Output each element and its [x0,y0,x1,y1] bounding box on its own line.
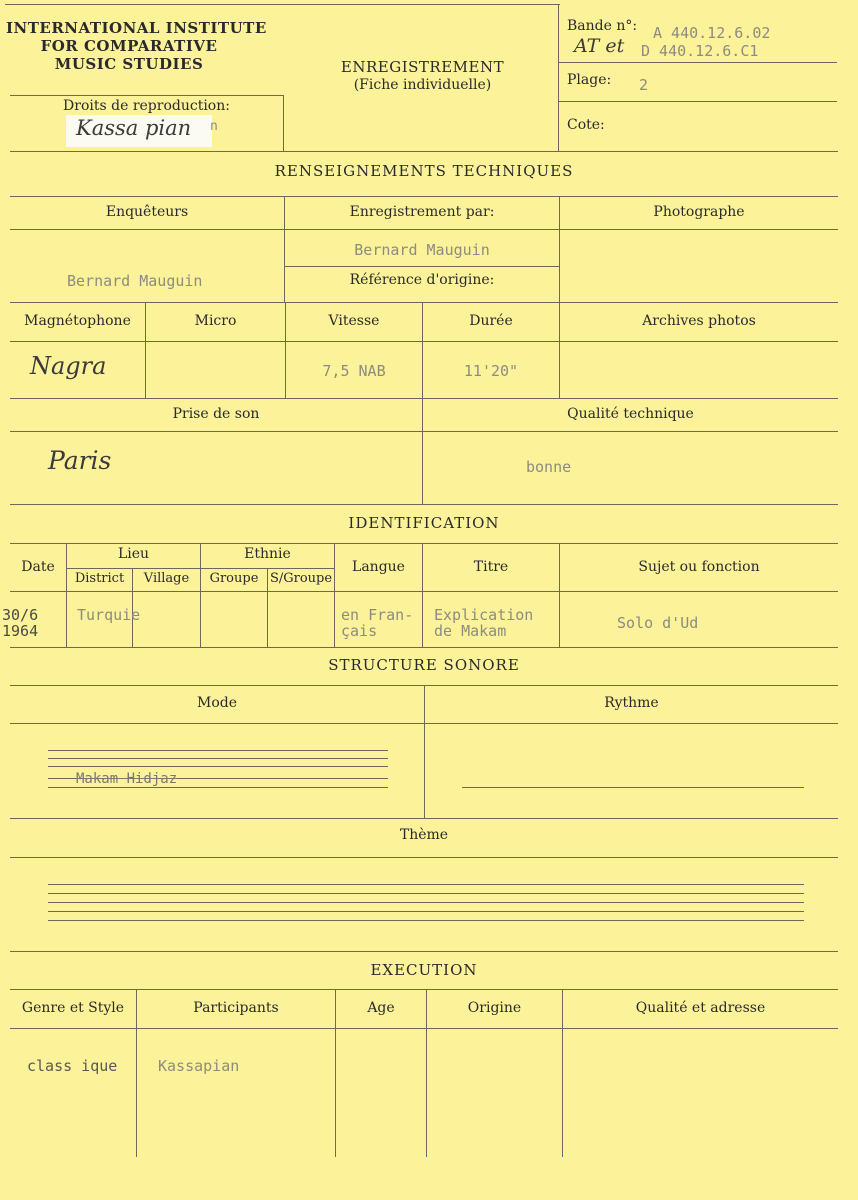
rights-suffix: n [210,119,218,134]
date-label: Date [21,559,55,575]
staff-line [48,750,388,751]
cote-label: Cote: [567,117,605,133]
staff-line [48,766,388,767]
rule [10,723,838,724]
rule [10,431,838,432]
org-line-2: FOR COMPARATIVE [40,37,218,55]
village-label: Village [143,571,190,586]
rule [10,989,838,990]
section-identification-title: IDENTIFICATION [348,514,500,532]
sgroupe-label: S/Groupe [269,571,333,586]
mode-label: Mode [196,695,237,711]
rights-label: Droits de reproduction: [63,98,230,114]
theme-label: Thème [399,827,449,843]
bande-prefix-d: AT et [574,35,625,57]
form-title: ENREGISTREMENT [340,58,505,76]
district-label: District [74,571,125,586]
rule [10,1028,838,1029]
langue-label: Langue [352,559,405,575]
ethnie-label: Ethnie [244,546,291,562]
qualite-technique-value: bonne [526,458,572,476]
rights-value: Kassa pian [76,116,192,140]
rule [10,398,838,399]
prise-value: Paris [48,446,112,475]
rule [10,647,838,648]
org-line-1: INTERNATIONAL INSTITUTE [6,19,267,37]
staff-line [48,920,804,921]
staff-line [48,884,804,885]
bande-value-d: D 440.12.6.C1 [641,42,759,60]
plage-label: Plage: [567,72,612,88]
date-value-2: 1964 [2,622,39,640]
date-value-1: 30/6 [2,606,39,624]
plage-value: 2 [639,76,649,94]
rule [10,151,838,152]
genre-value: class ique [27,1057,118,1075]
enqueteurs-value: Bernard Mauguin [67,272,203,290]
participants-label: Participants [193,1000,279,1016]
rule [559,62,837,63]
magnetophone-label: Magnétophone [24,313,131,329]
rule [283,95,284,151]
enqueteurs-label: Enquêteurs [105,204,189,220]
rule [422,302,423,504]
genre-label: Genre et Style [21,1000,125,1016]
staff-line [48,911,804,912]
staff-line [48,758,388,759]
rule [10,95,283,96]
groupe-label: Groupe [209,571,259,586]
prise-label: Prise de son [172,406,260,422]
participants-value: Kassapian [158,1057,240,1075]
enregistrement-par-label: Enregistrement par: [349,204,495,220]
titre-value-1: Explication [434,606,534,624]
origine-label: Origine [467,1000,522,1016]
lieu-label: Lieu [117,546,150,562]
rule [558,4,559,152]
rule [10,543,838,544]
section-technique-title: RENSEIGNEMENTS TECHNIQUES [274,162,574,180]
rule [10,302,838,303]
org-line-3: MUSIC STUDIES [54,55,204,73]
rule [285,266,559,267]
staff-line [48,902,804,903]
staff-line [48,893,804,894]
mode-value: Makam Hidjaz [76,771,178,787]
form-subtitle: (Fiche individuelle) [353,77,492,93]
rule [559,101,837,102]
section-structure-title: STRUCTURE SONORE [328,656,520,674]
staff-line [48,787,388,788]
titre-label: Titre [473,559,509,575]
rule [10,341,838,342]
rule [10,857,838,858]
sujet-label: Sujet ou fonction [638,559,760,575]
qualite-adresse-label: Qualité et adresse [635,1000,766,1016]
magnetophone-value: Nagra [30,352,107,380]
enregistrement-par-value: Bernard Mauguin [354,241,490,259]
rule [10,229,838,230]
rule [10,818,838,819]
rule [10,196,838,197]
bande-label: Bande n°: [567,18,638,34]
vitesse-label: Vitesse [328,313,380,329]
age-label: Age [367,1000,395,1016]
rule [10,591,838,592]
rule [66,568,334,569]
sujet-value: Solo d'Ud [617,614,699,632]
archives-label: Archives photos [642,313,756,329]
rythme-label: Rythme [604,695,659,711]
micro-label: Micro [194,313,237,329]
qualite-technique-label: Qualité technique [567,406,694,422]
rule [10,951,838,952]
langue-value-2: çais [341,622,378,640]
photographe-label: Photographe [653,204,745,220]
reference-label: Référence d'origine: [349,272,495,288]
rule [5,4,560,5]
rule [462,787,804,788]
titre-value-2: de Makam [434,622,507,640]
duree-value: 11'20" [463,362,519,380]
section-execution-title: EXECUTION [370,961,478,979]
bande-value-a: A 440.12.6.02 [653,24,771,42]
langue-value-1: en Fran- [341,606,414,624]
rule [10,504,838,505]
vitesse-value: 7,5 NAB [322,362,386,380]
district-value: Turquie [77,606,141,624]
duree-label: Durée [469,313,513,329]
